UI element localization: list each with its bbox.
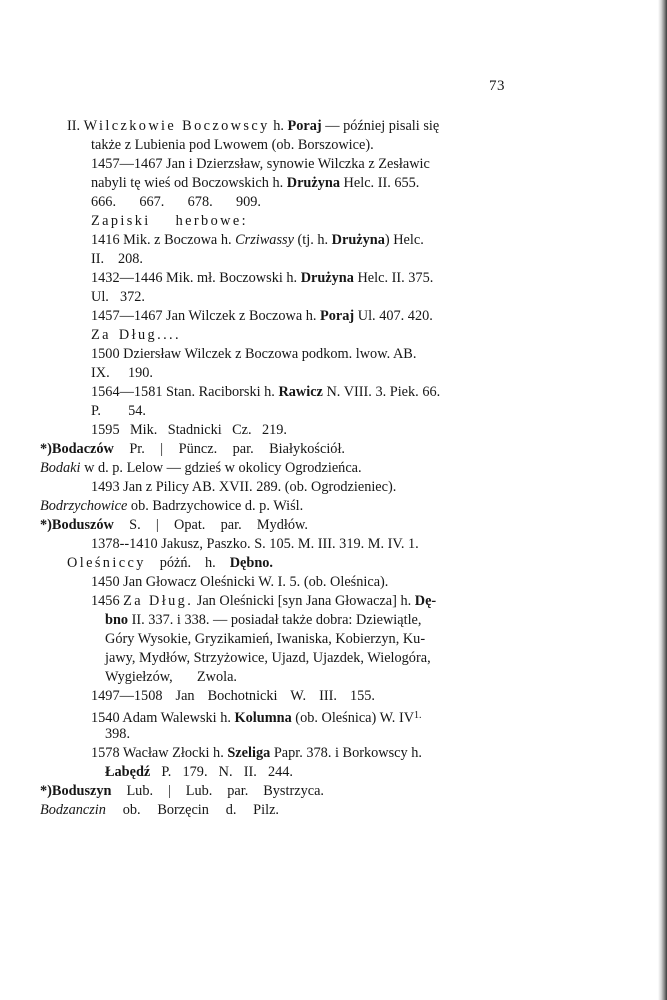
text-segment: także z Lubienia pod Lwowem (ob. Borszowice). — [91, 137, 374, 153]
text-segment: 1450 Jan Głowacz Oleśnicki W. I. 5. (ob. Oleśnica). — [91, 574, 389, 590]
text-segment: — później pisali się — [321, 118, 440, 134]
text-line — [91, 478, 396, 497]
bold-term: Kolumna — [234, 710, 292, 726]
text-line — [91, 174, 419, 193]
text-segment: 1456 — [91, 593, 124, 609]
italic-term: Bodaki — [40, 460, 81, 476]
text-segment: P. 179. N. II. 244. — [150, 764, 293, 780]
italic-term: Bodrzychowice — [40, 498, 128, 514]
text-segment: 1457—1467 Jan Wilczek z Boczowa h. — [91, 308, 321, 324]
text-segment: II. — [67, 118, 84, 134]
text-segment: 1493 Jan z Pilicy AB. XVII. 289. (ob. Ogrodzieniec). — [91, 479, 397, 495]
text-line — [105, 611, 421, 630]
bold-term: Szeliga — [227, 745, 271, 761]
text-line — [105, 763, 293, 782]
text-line — [91, 288, 145, 307]
text-line — [91, 193, 261, 212]
text-segment: Góry Wysokie, Gryzikamień, Iwaniska, Kobierzyn, Ku- — [105, 631, 426, 647]
text-segment: h. — [269, 118, 288, 134]
text-line — [40, 440, 345, 459]
text-line — [91, 421, 287, 440]
text-segment: 1457—1467 Jan i Dzierzsław, synowie Wilczka z Zesławic — [91, 156, 430, 172]
bold-term: Rawicz — [278, 384, 323, 400]
spaced-term: Wilczkowie Boczowscy — [83, 118, 270, 134]
text-segment: 1595 Mik. Stadnicki Cz. 219. — [91, 422, 287, 438]
text-segment: Lub. | Lub. par. Bystrzyca. — [111, 783, 324, 799]
text-line — [67, 117, 439, 136]
text-segment: N. VIII. 3. Piek. 66. — [322, 384, 441, 400]
text-line — [91, 231, 424, 250]
text-line — [105, 725, 130, 744]
text-segment: 666. 667. 678. 909. — [91, 194, 261, 210]
text-line — [105, 630, 425, 649]
text-segment: 1416 Mik. z Boczowa h. — [91, 232, 236, 248]
bold-term: Poraj — [320, 308, 355, 324]
text-segment: Ul. 407. 420. — [354, 308, 433, 324]
bold-term: bno — [105, 612, 129, 628]
text-line — [40, 782, 324, 801]
text-segment: Helc. II. 375. — [353, 270, 434, 286]
text-segment: (tj. h. — [293, 232, 332, 248]
text-line — [91, 212, 248, 231]
bold-term: Dę- — [414, 593, 437, 609]
text-line — [91, 269, 433, 288]
text-segment: Ul. 372. — [91, 289, 145, 305]
text-line — [91, 250, 143, 269]
bold-term: Dębno. — [229, 555, 273, 571]
text-line — [91, 307, 433, 326]
bold-term: *)Boduszów — [40, 517, 114, 533]
text-line — [91, 136, 374, 155]
text-segment: 1540 Adam Walewski h. — [91, 710, 235, 726]
text-segment: Jan Oleśnicki [syn Jana Głowacza] h. — [193, 593, 415, 609]
spaced-term: Oleśniccy — [67, 555, 146, 571]
text-line — [40, 459, 362, 478]
text-segment: Pr. | Püncz. par. Białykościół. — [113, 441, 345, 457]
text-segment: Wygiełzów, Zwola. — [105, 669, 237, 685]
italic-term: Crziwassy — [235, 232, 294, 248]
text-line — [91, 687, 375, 706]
text-segment: 1500 Dziersław Wilczek z Boczowa podkom. lwow. AB. — [91, 346, 417, 362]
text-line — [91, 744, 422, 763]
spaced-term: Zapiski herbowe: — [91, 213, 248, 229]
text-segment: II. 208. — [91, 251, 143, 267]
text-line — [91, 326, 181, 345]
text-line — [40, 801, 279, 820]
text-segment: S. | Opat. par. Mydłów. — [113, 517, 308, 533]
text-segment: jawy, Mydłów, Strzyżowice, Ujazd, Ujazdek, Wielogóra, — [105, 650, 431, 666]
text-segment: Helc. II. 655. — [339, 175, 420, 191]
text-segment: 1378--1410 Jakusz, Paszko. S. 105. M. III. 319. M. IV. 1. — [91, 536, 419, 552]
text-segment: ) Helc. — [384, 232, 424, 248]
text-segment: 1497—1508 Jan Bochotnicki W. III. 155. — [91, 688, 375, 704]
text-segment: ob. Badrzychowice d. p. Wiśl. — [127, 498, 304, 514]
text-segment: w d. p. Lelow — gdzieś w okolicy Ogrodzieńca. — [80, 460, 362, 476]
bold-term: *)Boduszyn — [40, 783, 112, 799]
text-segment: (ob. Oleśnica) W. IV — [291, 710, 415, 726]
text-segment: 1. — [414, 710, 422, 721]
text-segment: 1578 Wacław Złocki h. — [91, 745, 228, 761]
text-segment: 1432—1446 Mik. mł. Boczowski h. — [91, 270, 301, 286]
text-line — [105, 649, 431, 668]
text-line — [91, 383, 440, 402]
text-segment: 398. — [105, 726, 131, 742]
text-line — [40, 497, 303, 516]
text-line — [91, 535, 419, 554]
text-segment: Papr. 378. i Borkowscy h. — [270, 745, 422, 761]
text-line — [67, 554, 273, 573]
text-segment: II. 337. i 338. — posiadał także dobra: Dziewiątle, — [128, 612, 422, 628]
text-segment: IX. 190. — [91, 365, 153, 381]
italic-term: Bodzanczin — [40, 802, 106, 818]
text-segment: 1564—1581 Stan. Raciborski h. — [91, 384, 279, 400]
text-line — [91, 364, 153, 383]
text-segment: P. 54. — [91, 403, 146, 419]
text-line — [40, 516, 308, 535]
bold-term: Drużyna — [300, 270, 354, 286]
bold-term: Drużyna — [331, 232, 385, 248]
text-line — [91, 706, 422, 728]
spaced-term: Za Dług. — [123, 593, 194, 609]
bold-term: *)Bodaczów — [40, 441, 114, 457]
text-line — [91, 345, 416, 364]
page-edge-shadow — [658, 0, 667, 1000]
text-segment: póżń. h. — [145, 555, 230, 571]
text-line — [105, 668, 237, 687]
text-segment: ob. Borzęcin d. Pilz. — [105, 802, 279, 818]
spaced-term: Za Dług.... — [91, 327, 181, 343]
bold-term: Poraj — [287, 118, 322, 134]
bold-term: Łabędź — [105, 764, 151, 780]
text-segment: nabyli tę wieś od Boczowskich h. — [91, 175, 287, 191]
text-line — [91, 573, 388, 592]
bold-term: Drużyna — [286, 175, 340, 191]
text-line — [91, 155, 430, 174]
page-number: 73 — [489, 78, 505, 94]
text-line — [91, 592, 436, 611]
text-line — [91, 402, 146, 421]
